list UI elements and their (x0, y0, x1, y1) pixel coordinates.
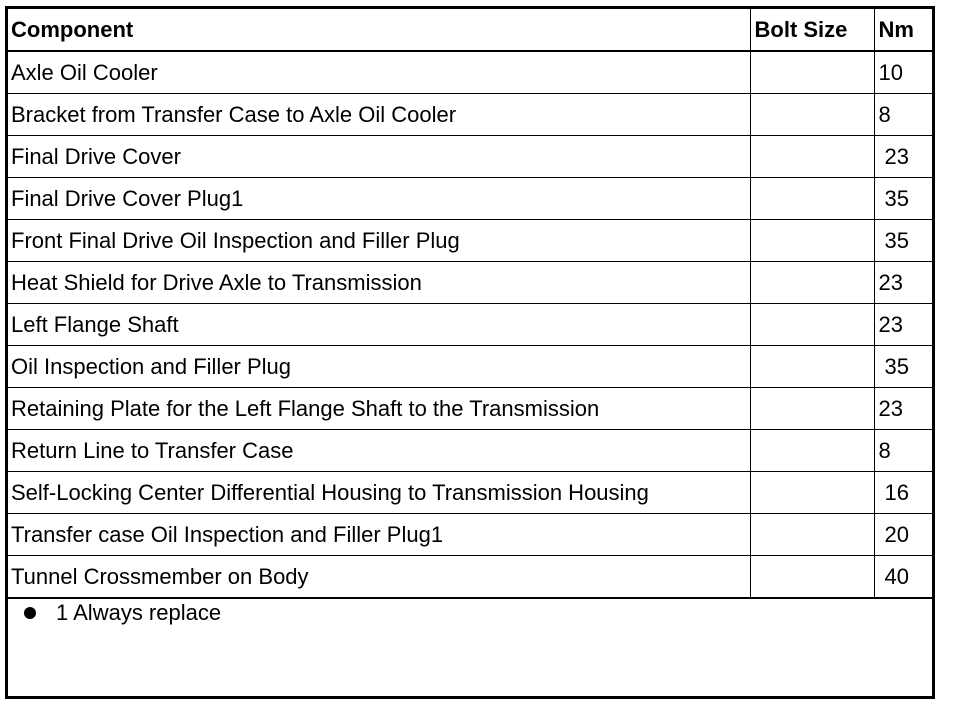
bullet-icon (24, 607, 36, 619)
table-header-row (8, 9, 932, 51)
torque-spec-table (8, 9, 932, 599)
bolt-size-cell (750, 51, 874, 94)
header-component: Component (8, 9, 750, 51)
header-nm: Nm (874, 9, 932, 51)
bolt-size-cell (750, 472, 874, 514)
bolt-size-cell (750, 388, 874, 430)
component-cell: Self-Locking Center Differential Housing to Transmission Housing (8, 472, 750, 514)
nm-cell: 16 (874, 472, 932, 514)
header-bolt-size: Bolt Size (750, 9, 874, 51)
nm-cell: 8 (874, 430, 932, 472)
nm-cell: 23 (874, 388, 932, 430)
table-row (8, 178, 932, 220)
component-cell: Final Drive Cover Plug1 (8, 178, 750, 220)
bolt-size-cell (750, 514, 874, 556)
torque-spec-table-frame (5, 6, 935, 699)
footnote-text: 1 Always replace (56, 600, 222, 625)
table-row (8, 262, 932, 304)
bolt-size-cell (750, 304, 874, 346)
component-cell: Front Final Drive Oil Inspection and Filler Plug (8, 220, 750, 262)
component-cell: Transfer case Oil Inspection and Filler Plug1 (8, 514, 750, 556)
table-row (8, 220, 932, 262)
component-cell: Heat Shield for Drive Axle to Transmission (8, 262, 750, 304)
component-cell: Axle Oil Cooler (8, 51, 750, 94)
nm-cell: 23 (874, 304, 932, 346)
bolt-size-cell (750, 556, 874, 599)
table-row (8, 430, 932, 472)
component-cell: Oil Inspection and Filler Plug (8, 346, 750, 388)
nm-cell: 23 (874, 136, 932, 178)
bolt-size-cell (750, 346, 874, 388)
footnote (24, 600, 221, 626)
nm-cell: 23 (874, 262, 932, 304)
bolt-size-cell (750, 262, 874, 304)
component-cell: Tunnel Crossmember on Body (8, 556, 750, 599)
table-row (8, 556, 932, 599)
table-row (8, 304, 932, 346)
table-row (8, 94, 932, 136)
bolt-size-cell (750, 430, 874, 472)
nm-cell: 40 (874, 556, 932, 599)
component-cell: Return Line to Transfer Case (8, 430, 750, 472)
nm-cell: 35 (874, 346, 932, 388)
table-row (8, 51, 932, 94)
component-cell: Retaining Plate for the Left Flange Shaft to the Transmission (8, 388, 750, 430)
table-row (8, 136, 932, 178)
nm-cell: 10 (874, 51, 932, 94)
nm-cell: 20 (874, 514, 932, 556)
table-row (8, 346, 932, 388)
table-row (8, 514, 932, 556)
table-row (8, 388, 932, 430)
bolt-size-cell (750, 94, 874, 136)
bolt-size-cell (750, 220, 874, 262)
table-row (8, 472, 932, 514)
nm-cell: 8 (874, 94, 932, 136)
nm-cell: 35 (874, 220, 932, 262)
component-cell: Left Flange Shaft (8, 304, 750, 346)
component-cell: Bracket from Transfer Case to Axle Oil Cooler (8, 94, 750, 136)
nm-cell: 35 (874, 178, 932, 220)
component-cell: Final Drive Cover (8, 136, 750, 178)
bolt-size-cell (750, 178, 874, 220)
bolt-size-cell (750, 136, 874, 178)
